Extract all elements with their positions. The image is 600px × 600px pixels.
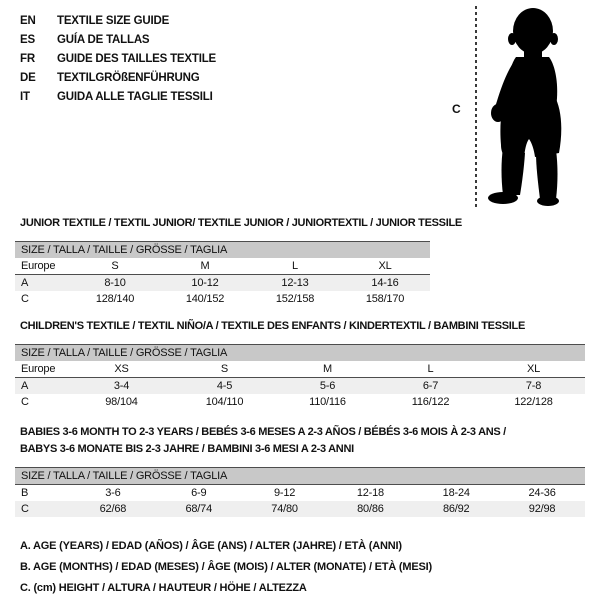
column-header-row	[15, 361, 585, 378]
column-header-row	[15, 258, 430, 275]
section-title-line: BABYS 3-6 MONATE BIS 2-3 JAHRE / BAMBINI 3-6 MESI A 2-3 ANNI	[20, 443, 354, 455]
value-cell: 104/110	[205, 396, 244, 408]
table-row	[15, 501, 585, 517]
value-cell: 86/92	[413, 501, 499, 517]
language-guide-title: GUIDA ALLE TAGLIE TESSILI	[57, 91, 213, 103]
section-title	[20, 318, 585, 335]
column-header-cell: L	[292, 260, 298, 272]
value-cell: 128/140	[95, 293, 135, 305]
size-header-text: SIZE / TALLA / TAILLE / GRÖSSE / TAGLIA	[15, 242, 430, 259]
table-row	[15, 378, 585, 395]
size-header-text: SIZE / TALLA / TAILLE / GRÖSSE / TAGLIA	[15, 468, 585, 485]
value-cell: 74/80	[242, 501, 328, 517]
language-code: IT	[20, 91, 30, 103]
size-table	[15, 344, 585, 410]
language-guide-title: TEXTILGRÖßENFÜHRUNG	[57, 72, 200, 84]
section-title	[20, 215, 462, 232]
table-row	[15, 485, 585, 502]
row-label-cell: A	[15, 275, 70, 292]
value-cell: 7-8	[482, 378, 585, 395]
value-cell: 122/128	[514, 396, 553, 408]
column-header-cell: L	[427, 363, 434, 375]
column-header-cell: M	[323, 363, 332, 375]
value-cell: 6-7	[379, 378, 482, 395]
value-cell: 8-10	[70, 275, 160, 292]
language-row	[20, 50, 216, 69]
row-label-cell: C	[15, 501, 70, 517]
language-guide-title: TEXTILE SIZE GUIDE	[57, 15, 170, 27]
size-header-bar	[15, 242, 430, 259]
legend-line: C. (cm) HEIGHT / ALTURA / HAUTEUR / HÖHE / ALTEZZA	[20, 582, 307, 594]
table-section	[15, 318, 585, 410]
value-cell: 3-6	[105, 487, 121, 499]
row-label-cell: C	[21, 293, 29, 305]
column-header-cell: XS	[114, 363, 129, 375]
table-row	[15, 394, 585, 410]
table-section	[15, 424, 585, 517]
value-cell: 9-12	[273, 487, 296, 499]
value-cell: 152/158	[275, 293, 315, 305]
height-measure-line	[475, 6, 477, 207]
value-cell: 116/122	[411, 396, 450, 408]
value-cell: 62/68	[70, 501, 156, 517]
value-cell: 5-6	[276, 378, 379, 395]
value-cell: 24-36	[528, 487, 556, 499]
row-label-cell: C	[21, 396, 29, 408]
language-row	[20, 88, 216, 107]
row-label-cell: B	[21, 487, 29, 499]
value-cell: 110/116	[309, 396, 346, 408]
value-cell: 92/98	[499, 501, 585, 517]
section-title-line: BABIES 3-6 MONTH TO 2-3 YEARS / BEBÉS 3-6 MESES A 2-3 AÑOS / BÉBÉS 3-6 MOIS À 2-3 ANS /	[20, 426, 506, 438]
value-cell: 14-16	[340, 275, 430, 292]
column-header-cell: XL	[526, 363, 541, 375]
size-header-text: SIZE / TALLA / TAILLE / GRÖSSE / TAGLIA	[15, 345, 585, 362]
value-cell: 158/170	[365, 293, 405, 305]
table-row	[15, 291, 430, 307]
section-title-line: JUNIOR TEXTILE / TEXTIL JUNIOR/ TEXTILE JUNIOR / JUNIORTEXTIL / JUNIOR TESSILE	[20, 217, 462, 229]
language-code: DE	[20, 72, 36, 84]
baby-silhouette-icon	[486, 3, 582, 207]
language-title-list	[20, 12, 216, 107]
value-cell: 140/152	[185, 293, 225, 305]
language-guide-title: GUÍA DE TALLAS	[57, 34, 150, 46]
language-code: ES	[20, 34, 35, 46]
value-cell: 12-18	[356, 487, 384, 499]
size-header-bar	[15, 468, 585, 485]
language-code: EN	[20, 15, 36, 27]
column-header-cell: S	[111, 260, 119, 272]
legend-line: B. AGE (MONTHS) / EDAD (MESES) / ÂGE (MOIS) / ALTER (MONATE) / ETÀ (MESI)	[20, 561, 432, 573]
legend-line: A. AGE (YEARS) / EDAD (AÑOS) / ÂGE (ANS) / ALTER (JAHRE) / ETÀ (ANNI)	[20, 540, 402, 552]
section-title-line: CHILDREN'S TEXTILE / TEXTIL NIÑO/A / TEXTILE DES ENFANTS / KINDERTEXTIL / BAMBINI TESSILE	[20, 320, 525, 332]
value-cell: 68/74	[156, 501, 242, 517]
value-cell: 3-4	[70, 378, 173, 395]
value-cell: 6-9	[191, 487, 207, 499]
language-row	[20, 69, 216, 88]
column-header-cell: XL	[378, 260, 392, 272]
size-table	[15, 241, 430, 307]
legend	[20, 536, 432, 599]
language-row	[20, 31, 216, 50]
value-cell: 98/104	[105, 396, 138, 408]
column-header-cell: Europe	[21, 363, 56, 375]
row-label-cell: A	[15, 378, 70, 395]
section-title	[20, 424, 585, 458]
value-cell: 80/86	[327, 501, 413, 517]
language-row	[20, 12, 216, 31]
value-cell: 18-24	[442, 487, 470, 499]
table-row	[15, 275, 430, 292]
language-guide-title: GUIDE DES TAILLES TEXTILE	[57, 53, 216, 65]
column-header-cell: S	[220, 363, 229, 375]
value-cell: 10-12	[160, 275, 250, 292]
size-table	[15, 467, 585, 517]
table-section	[15, 215, 462, 307]
language-code: FR	[20, 53, 35, 65]
column-header-cell: Europe	[21, 260, 56, 272]
value-cell: 4-5	[173, 378, 276, 395]
value-cell: 12-13	[250, 275, 340, 292]
height-label: C	[452, 102, 461, 116]
column-header-cell: M	[200, 260, 210, 272]
size-header-bar	[15, 345, 585, 362]
